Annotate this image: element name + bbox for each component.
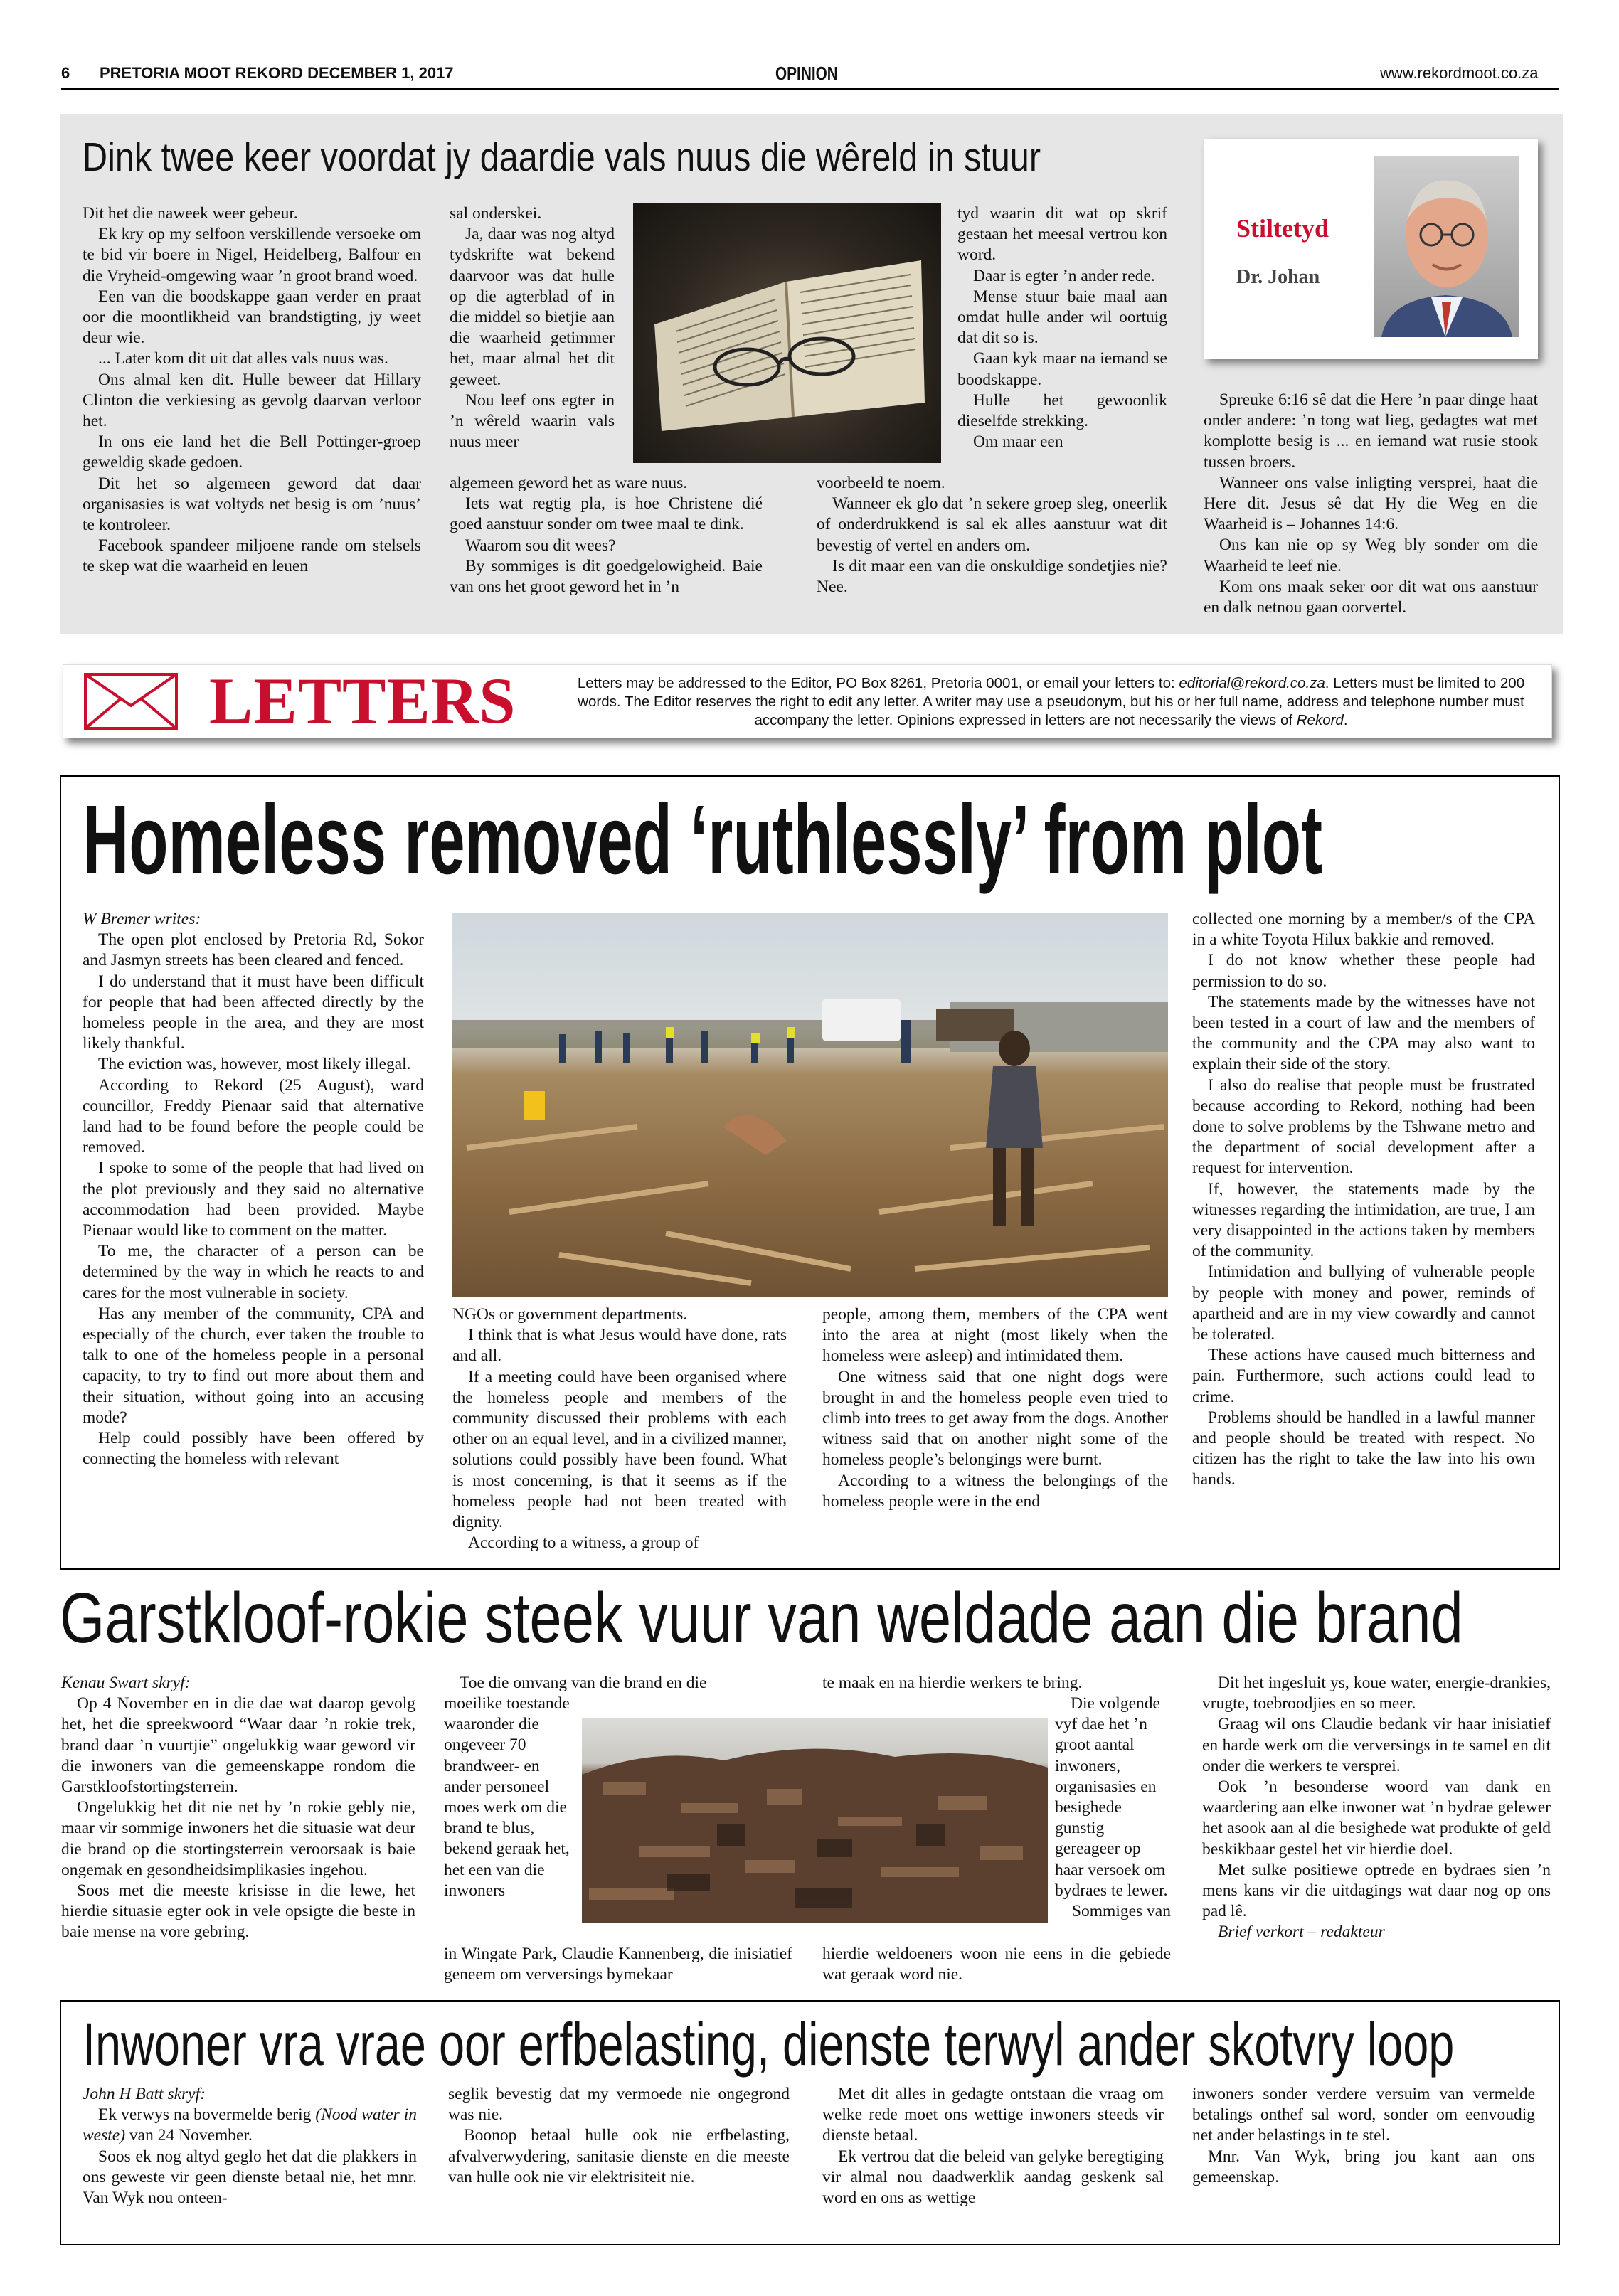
letters-info-text: . Letters must be limited to 200 words. The Editor reserves the right to edit any letter. A writer may use a pseudonym, but his or her full name, address and telephone number must accompany the letter. Opinions expressed in letters are not necessarily the views of (578, 675, 1525, 728)
open-book-illustration (633, 203, 941, 463)
letter2-byline: Kenau Swart skryf: (61, 1674, 191, 1692)
letter3-col3 (822, 2084, 1164, 2209)
letter3-col4-para: inwoners sonder verdere versuim van vermelde betalings onthef sal word, sonder om eenvoudig net ander belastings in te stel. (1192, 2085, 1535, 2145)
letter2-headline: Garstkloof-rokie steek vuur van weldade aan die brand (60, 1578, 1463, 1658)
letter2-col4-para: Dit het ingesluit ys, koue water, energie-drankies, vrugte, toebroodjies en so meer. (1202, 1674, 1551, 1713)
column-col1-para: In ons eie land het die Bell Pottinger-groep geweldig skade gedoen. (83, 432, 421, 472)
letter3-byline: John H Batt skryf: (83, 2085, 206, 2103)
column-col3-para: Daar is egter ’n ander rede. (973, 266, 1155, 285)
letter3-col1 (83, 2084, 417, 2209)
letter2-col2-top (444, 1673, 792, 1694)
letter1-col4-para: I also do realise that people must be frustrated because according to Rekord, nothing had been done to solve problems by the Tshwane metro and the department of social development after a request for intervention. (1192, 1075, 1535, 1178)
column-col3-para: Om maar een (973, 432, 1063, 452)
page-number: 6 (61, 64, 70, 82)
column-col2-para: Ja, daar was nog altyd tydskrifte wat bekend daarvoor was dat hulle op die agterblad of in die middel so bietjie aan die waarheid getimmer het, maar almal het dit geweet. (450, 225, 615, 389)
letter1-col1-para: Help could possibly have been offered by connecting the homeless with relevant (83, 1429, 424, 1469)
letter3-col2-para: seglik bevestig dat my vermoede nie ongegrond was nie. (448, 2085, 790, 2125)
column-col2-para: algemeen geword het as ware nuus. (450, 474, 688, 492)
letter1-col4-para: If, however, the statements made by the witnesses regarding the intimidation, are true, I am very disappointed in the actions taken by members of the community. (1192, 1179, 1535, 1261)
eviction-photo-illustration (452, 913, 1168, 1297)
letter1-col1-para: The eviction was, however, most likely illegal. (98, 1055, 411, 1074)
letter2-col4-para: Met sulke positiewe optrede en bydraes sien ’n mens kans vir die uitdagings wat daar nog op ons pad lê. (1202, 1860, 1551, 1921)
letter2-col2-para: in Wingate Park, Claudie Kannenberg, die inisiatief geneem om verversings bymekaar (444, 1945, 792, 1984)
letter1-col4-para: collected one morning by a member/s of the CPA in a white Toyota Hilux bakkie and removed. (1192, 910, 1535, 950)
letter1-col1-para: To me, the character of a person can be determined by the way in which he reacts to and cares for the most vulnerable in society. (83, 1242, 424, 1302)
letter1-col4-para: The statements made by the witnesses have not been tested in a court of law and the members of the community and the CPA may also want to explain their side of the story. (1192, 992, 1535, 1074)
letter3-col1-para (83, 2105, 417, 2146)
letters-publication: Rekord (1296, 712, 1344, 728)
letter2-col3-para: Sommiges van (1071, 1902, 1171, 1921)
column-col3-wide (817, 473, 1167, 597)
letter1-col2-para: If a meeting could have been organised where the homeless people and members of the community discussed their problems with each other on an equal level, and in a civilized manner, solutions could possibly have been found. What is most concerning, is that it seems as if the homeless people had not been treated with dignity. (452, 1367, 787, 1532)
letter1-col4-para: Problems should be handled in a lawful manner and people should be treated with respect. No citizen has the right to take the law into his own hands. (1192, 1408, 1535, 1489)
column-author: Dr. Johan (1236, 266, 1320, 288)
letters-email: editorial@rekord.co.za (1179, 675, 1325, 691)
letter1-col3 (822, 1304, 1168, 1512)
column-name: Stiltetyd (1236, 214, 1329, 243)
letter2-col3-para: hierdie weldoeners woon nie eens in die gebiede wat geraak word nie. (822, 1945, 1171, 1984)
column-col4-para: Spreuke 6:16 sê dat die Here ’n paar dinge haat onder andere: ’n tong wat lieg, gedagtes wat met komplotte besig is ... en iemand wat rusie stook tussen broers. (1204, 390, 1538, 472)
letter3-col4-para: Mnr. Van Wyk, bring jou kant aan ons gemeenskap. (1192, 2147, 1535, 2186)
burnt-waste-photo (582, 1718, 1048, 1923)
letter3-col3-para: Ek vertrou dat die beleid van gelyke beregtiging vir almal nou daadwerklik aandag geskenk sal word en ons as wettige (822, 2147, 1164, 2208)
column-col2-narrow (450, 203, 615, 452)
column-col2-para: sal onderskei. (450, 204, 542, 223)
column-title: Dink twee keer voordat jy daardie vals nuus die wêreld in stuur (83, 134, 1041, 180)
eviction-photo (452, 913, 1168, 1297)
column-col2-para: Iets wat regtig pla, is hoe Christene dié goed aanstuur sonder om twee maal te dink. (450, 494, 763, 534)
letter2-col1-para: Ongelukkig het dit nie net by ’n rokie gebly nie, maar vir sommige inwoners het die situasie wat deur die brand op die stortingsterrein veroorsaak is baie ongemak en gesondheidsimplikasies ingehou. (61, 1798, 415, 1879)
letter3-col2-para: Boonop betaal hulle ook nie erfbelasting, afvalverwydering, sanitasie dienste en die meeste van hulle ook nie vir elektrisiteit nie. (448, 2126, 790, 2186)
letter3-col1-text: Ek verwys na bovermelde berig (98, 2105, 316, 2125)
columnist-portrait (1374, 156, 1519, 337)
column-col1 (83, 203, 421, 578)
letter2-col1-para: Soos met die meeste krisisse in die lewe, het hierdie situasie egter ook in vele opsigte die beste in baie mense na vore gebring. (61, 1881, 415, 1942)
header-rule (61, 88, 1559, 90)
letter2-col2-bottom (444, 1944, 792, 1985)
letter1-col1-para: I spoke to some of the people that had lived on the plot previously and they said no alternative accommodation had been provided. Maybe Pienaar would like to comment on the matter. (83, 1159, 424, 1240)
waste-photo-illustration (582, 1718, 1048, 1923)
letter2-col3-top (822, 1673, 1171, 1694)
letter1-col3-para: One witness said that one night dogs were brought in and the homeless people even tried to climb into trees to get away from the dogs. Another witness said that on another night some of the homeless people’s belongings were burnt. (822, 1367, 1168, 1469)
column-col3-para: Hulle het gewoonlik dieselfde strekking. (957, 390, 1167, 431)
letter1-col4-para: Intimidation and bullying of vulnerable people by people with money and power, reminds of apartheid and are in my view cowardly and cannot be tolerated. (1192, 1263, 1535, 1344)
letter1-col2-para: According to a witness, a group of (468, 1534, 699, 1553)
letter3-col1-ref: (Nood water in weste) (83, 2105, 417, 2145)
letter1-col1-para: Has any member of the community, CPA and especially of the church, ever taken the trouble to talk to one of the homeless people in a personal capacity, to try to find out more about them and their situation, without going into an accusing mode? (83, 1304, 424, 1427)
column-col4-para: Kom ons maak seker oor dit wat ons aanstuur en dalk netnou gaan oorvertel. (1204, 577, 1538, 617)
column-col1-para: Een van die boodskappe gaan verder en praat oor die moontlikheid van brandstigting, jy weet deur wie. (83, 287, 421, 348)
letter3-col4 (1192, 2084, 1535, 2188)
letter1-col1 (83, 909, 424, 1469)
letter2-col3-narrow (1055, 1694, 1171, 1922)
letter3-headline: Inwoner vra vrae oor erfbelasting, dienste terwyl ander skotvry loop (83, 2011, 1455, 2078)
column-col4-para: Wanneer ons valse inligting versprei, haat die Here dit. Jesus sê dat Hy die Weg en die Waarheid is – Johannes 14:6. (1204, 473, 1538, 534)
column-col3-para: Gaan kyk maar na iemand se boodskappe. (957, 349, 1167, 389)
column-col1-para: Dit het die naweek weer gebeur. (83, 204, 298, 223)
column-col1-para: Dit het so algemeen geword dat daar organisasies is wat voltyds net besig is om ’nuus’ te kontroleer. (83, 474, 421, 535)
letter1-col3-para: people, among them, members of the CPA went into the area at night (most likely when the homeless were asleep) and intimidated them. (822, 1305, 1168, 1366)
letter2-col3-bottom (822, 1944, 1171, 1985)
letter2-col2-para: moeilike toestande waaronder die ongeveer 70 brandweer- en ander personeel moes werk om die brand te blus, bekend geraak het, het een van die inwoners (444, 1694, 570, 1900)
column-col3-para: tyd waarin dit wat op skrif gestaan het meesal vertrou kon word. (957, 204, 1167, 265)
letters-info-text: Letters may be addressed to the Editor, PO Box 8261, Pretoria 0001, or email your letters to: (577, 675, 1179, 691)
letter1-col2 (452, 1304, 787, 1553)
section-label: OPINION (775, 63, 838, 84)
letter1-col4 (1192, 909, 1535, 1491)
letter3-col1-para: Soos ek nog altyd geglo het dat die plakkers in ons geweste vir geen dienste betaal nie, het mnr. Van Wyk nou onteen- (83, 2147, 417, 2208)
column-col1-para: ... Later kom dit uit dat alles vals nuus was. (98, 349, 388, 368)
column-col1-para: Ons almal ken dit. Hulle beweer dat Hillary Clinton die verkiesing as gevolg daarvan verloor het. (83, 370, 421, 431)
letters-info (562, 674, 1540, 730)
column-col2-wide (450, 473, 763, 597)
column-col3-para: voorbeeld te noem. (817, 474, 945, 492)
column-col1-para: Ek kry op my selfoon verskillende versoeke om te bid vir boere in Nigel, Heidelberg, Balfour en die Vryheid-omgewing waar ’n groot brand woed. (83, 225, 421, 285)
letter3-col1-text: van 24 November. (125, 2126, 253, 2145)
column-col1-para: Facebook spandeer miljoene rande om stelsels te skep wat die waarheid en leuen (83, 536, 421, 576)
envelope-icon (84, 673, 178, 733)
letter1-col4-para: I do not know whether these people had permission to do so. (1192, 951, 1535, 991)
letter1-col2-para: I think that is what Jesus would have done, rats and all. (452, 1326, 787, 1366)
letter1-col1-para: I do understand that it must have been difficult for people that had been affected directly by the homeless people in the area, and they are most likely thankful. (83, 972, 424, 1053)
letter1-col1-para: The open plot enclosed by Pretoria Rd, Sokor and Jasmyn streets has been cleared and fenced. (83, 930, 424, 970)
letter1-headline: Homeless removed ‘ruthlessly’ from plot (83, 785, 1323, 895)
letter2-col3-para: Die volgende vyf dae het ’n groot aantal inwoners, organisasies en besighede gunstig gereageer op haar versoek om bydraes te lewer. (1055, 1694, 1168, 1900)
letters-title: LETTERS (209, 664, 516, 737)
column-col3-para: Is dit maar een van die onskuldige sondetjies nie? Nee. (817, 556, 1167, 597)
column-col3-para: Mense stuur baie maal aan omdat hulle ander wil oortuig dat dit so is. (957, 287, 1167, 348)
letters-info-text: . (1343, 712, 1348, 728)
open-book-photo (633, 203, 941, 463)
letter2-col4-para: Graag wil ons Claudie bedank vir haar inisiatief en harde werk om die verversings in te samel en dit onder die werkers te versprei. (1202, 1715, 1551, 1775)
portrait-illustration (1374, 156, 1519, 337)
column-col2-para: Nou leef ons egter in ’n wêreld waarin vals nuus meer (450, 390, 615, 452)
letter2-col2-narrow (444, 1694, 572, 1901)
letter3-col3-para: Met dit alles in gedagte ontstaan die vraag om welke rede moet ons wettige inwoners steeds vir dienste betaal. (822, 2085, 1164, 2145)
letter3-col2 (448, 2084, 790, 2188)
letter2-col4 (1202, 1673, 1551, 1943)
column-col2-para: By sommiges is dit goedgelowigheid. Baie van ons het groot geword het in ’n (450, 556, 763, 597)
letter1-col3-para: According to a witness the belongings of the homeless people were in the end (822, 1471, 1168, 1511)
letter1-col2-para: NGOs or government departments. (452, 1305, 688, 1324)
letter2-signoff: Brief verkort – redakteur (1218, 1923, 1385, 1942)
website: www.rekordmoot.co.za (1380, 64, 1539, 82)
column-col4 (1204, 390, 1538, 618)
letter1-col1-para: According to Rekord (25 August), ward councillor, Freddy Pienaar said that alternative land had to be found before the people could be removed. (83, 1075, 424, 1157)
column-col4-para: Ons kan nie op sy Weg bly sonder om die Waarheid te leef nie. (1204, 536, 1538, 575)
letter2-col4-para: Ook ’n besonderse woord van dank en waardering aan elke inwoner wat ’n bydrae gelewer het asook aan al die besighede wat produkte of geld beskikbaar gestel het vir hierdie doel. (1202, 1777, 1551, 1859)
paper-info: PRETORIA MOOT REKORD DECEMBER 1, 2017 (100, 64, 454, 82)
letter1-byline: W Bremer writes: (83, 910, 201, 928)
column-col2-para: Waarom sou dit wees? (465, 536, 616, 555)
column-col3-para: Wanneer ek glo dat ’n sekere groep sleg, oneerlik of onderdrukkend is sal ek alles aanstuur wat dit bevestig of vertel en anders om. (817, 494, 1167, 555)
letter2-col1 (61, 1673, 415, 1943)
letter2-col2-para: Toe die omvang van die brand en die (460, 1674, 707, 1692)
letter1-col4-para: These actions have caused much bitterness and pain. Furthermore, such actions could lead to crime. (1192, 1346, 1535, 1406)
column-col3-narrow (957, 203, 1167, 452)
letter2-col3-para: te maak en na hierdie werkers te bring. (822, 1674, 1083, 1692)
letter2-col1-para: Op 4 November en in die dae wat daarop gevolg het, het die spreekwoord “Waar daar ’n rokie trek, brand daar ’n vuurtjie” ongelukkig waar geword vir die inwoners van die gemeenskappe rondom die Garstkloofstortingsterrein. (61, 1694, 415, 1797)
